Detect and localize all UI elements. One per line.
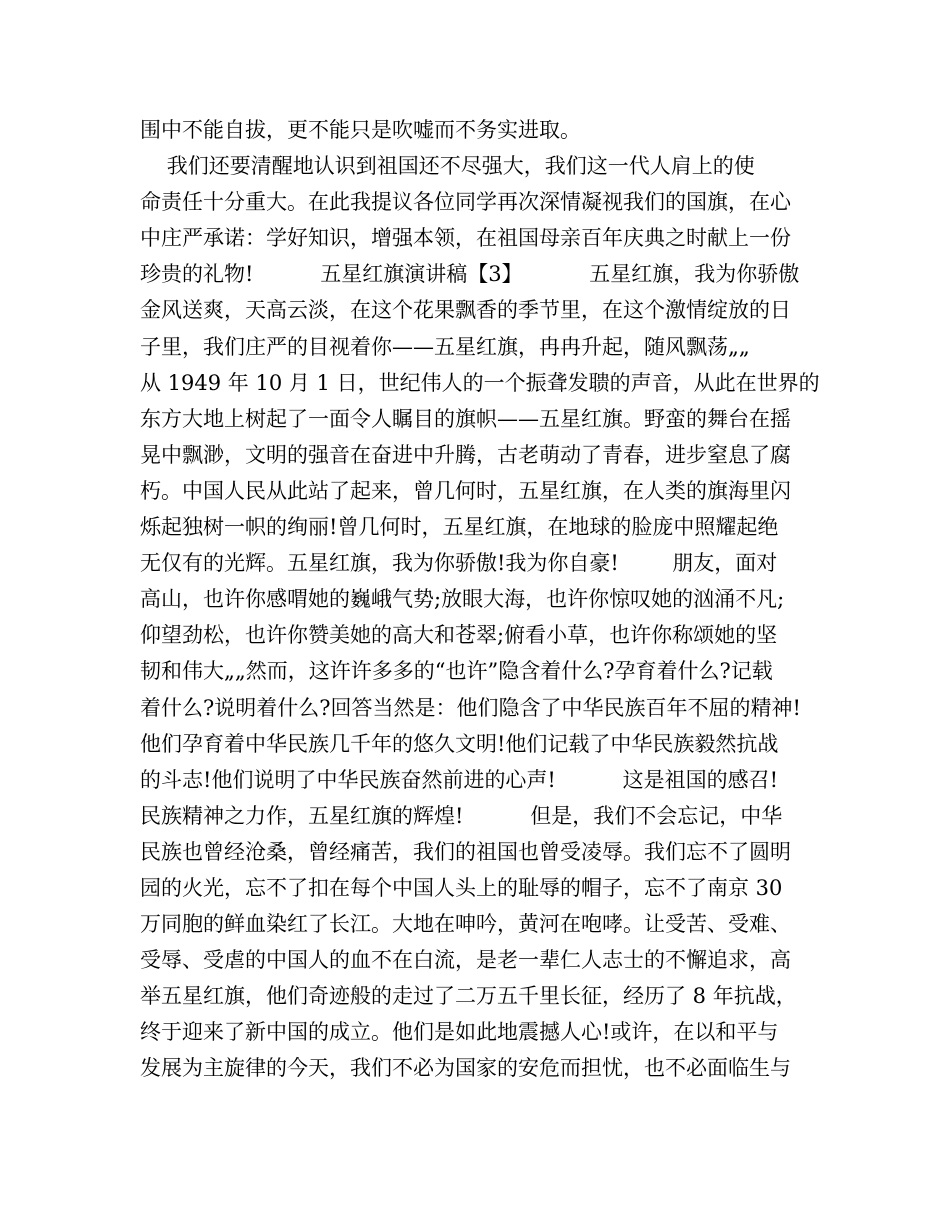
text-line: 万同胞的鲜血染红了长江。大地在呻吟，黄河在咆哮。让受苦、受难、 (140, 912, 791, 937)
text-line: 他们孕育着中华民族几千年的悠久文明!他们记载了中华民族毅然抗战 (140, 731, 779, 756)
text-line: 高山，也许你感喟她的巍峨气势;放眼大海，也许你惊叹她的汹涌不凡; (140, 587, 785, 612)
text-line: 民族精神之力作，五星红旗的辉煌! 但是，我们不会忘记，中华 (140, 803, 783, 828)
text-line: 子里，我们庄严的目视着你——五星红旗，冉冉升起，随风飘荡„„ (140, 334, 750, 359)
text-line: 民族也曾经沧桑，曾经痛苦，我们的祖国也曾受凌辱。我们忘不了圆明 (140, 839, 791, 864)
text-line: 举五星红旗，他们奇迹般的走过了二万五千里长征，经历了 8 年抗战， (140, 984, 797, 1009)
text-line: 烁起独树一帜的绚丽!曾几何时，五星红旗，在地球的脸庞中照耀起绝 (140, 515, 779, 540)
text-line: 朽。中国人民从此站了起来，曾几何时，五星红旗，在人类的旗海里闪 (140, 478, 791, 503)
text-line: 终于迎来了新中国的成立。他们是如此地震撼人心!或许，在以和平与 (140, 1020, 779, 1045)
text-line: 我们还要清醒地认识到祖国还不尽强大，我们这一代人肩上的使 (140, 154, 755, 179)
document-body-text (140, 112, 820, 1087)
text-line: 发展为主旋律的今天，我们不必为国家的安危而担忧，也不必面临生与 (140, 1056, 791, 1081)
text-line: 着什么?说明着什么?回答当然是：他们隐含了中华民族百年不屈的精神! (140, 695, 801, 720)
text-line: 中庄严承诺：学好知识，增强本领，在祖国母亲百年庆典之时献上一份 (140, 226, 791, 251)
text-line: 金风送爽，天高云淡，在这个花果飘香的季节里，在这个激情绽放的日 (140, 298, 791, 323)
text-line: 珍贵的礼物! 五星红旗演讲稿【3】 五星红旗，我为你骄傲 (140, 262, 800, 287)
text-line: 晃中飘渺，文明的强音在奋进中升腾，古老萌动了青春，进步窒息了腐 (140, 442, 791, 467)
text-line: 仰望劲松，也许你赞美她的高大和苍翠;俯看小草，也许你称颂她的坚 (140, 623, 778, 648)
text-line: 受辱、受虐的中国人的血不在白流，是老一辈仁人志士的不懈追求，高 (140, 948, 791, 973)
text-line: 命责任十分重大。在此我提议各位同学再次深情凝视我们的国旗，在心 (140, 190, 791, 215)
text-line: 从 1949 年 10 月 1 日，世纪伟人的一个振聋发聩的声音，从此在世界的 (140, 370, 820, 395)
text-line: 园的火光，忘不了扣在每个中国人头上的耻辱的帽子，忘不了南京 30 (140, 875, 783, 900)
text-line: 围中不能自拔，更不能只是吹嘘而不务实进取。 (140, 118, 581, 142)
text-line: 韧和伟大„„然而，这许许多多的“也许”隐含着什么?孕育着什么?记载 (140, 659, 773, 684)
text-line: 的斗志!他们说明了中华民族奋然前进的心声! 这是祖国的感召! (140, 767, 779, 792)
text-line: 无仅有的光辉。五星红旗，我为你骄傲!我为你自豪! 朋友，面对 (140, 551, 778, 576)
text-line: 东方大地上树起了一面令人瞩目的旗帜——五星红旗。野蛮的舞台在摇 (140, 406, 791, 431)
